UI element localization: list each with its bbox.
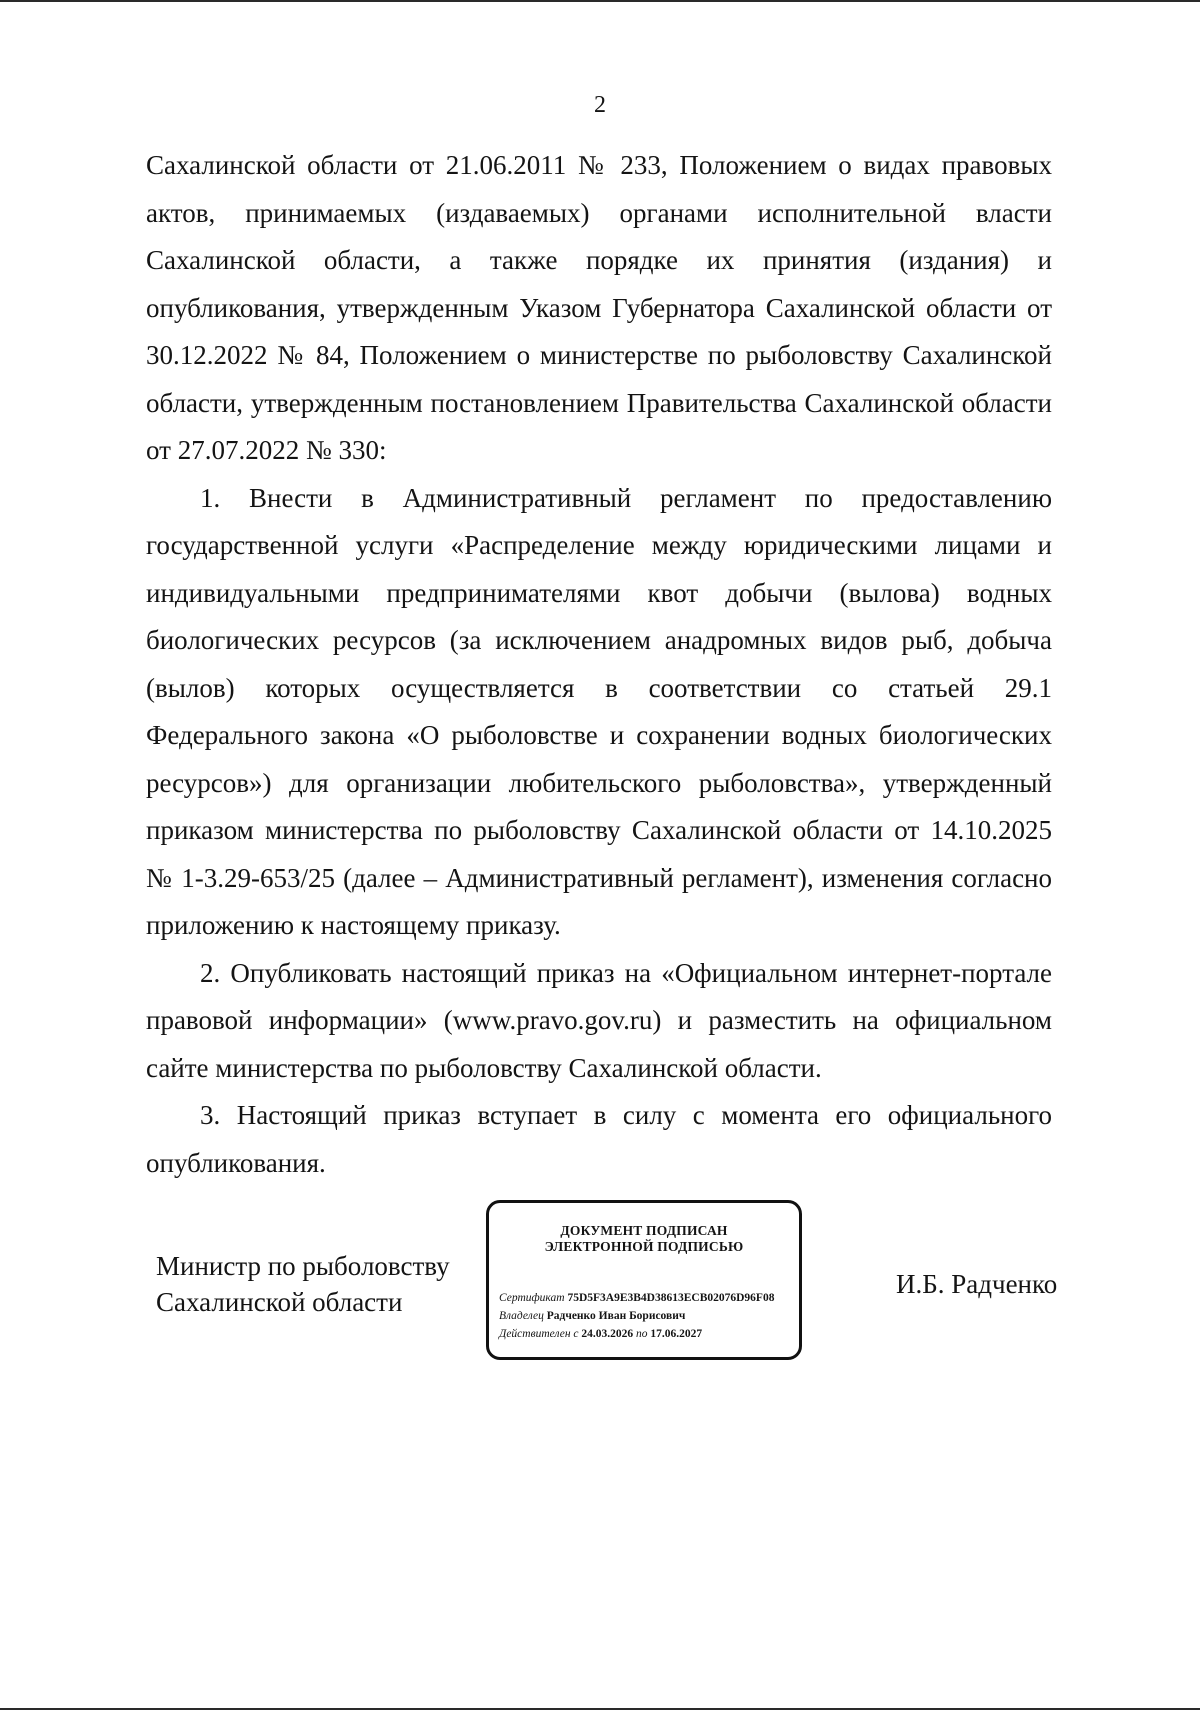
paragraph-item-3: 3. Настоящий приказ вступает в силу с момента его официального опубликования. — [146, 1100, 1052, 1178]
stamp-validity — [499, 1327, 702, 1341]
stamp-owner — [499, 1309, 685, 1323]
stamp-certificate-label: Сертификат — [499, 1292, 565, 1304]
stamp-validity-separator: по — [636, 1328, 648, 1340]
stamp-valid-to: 17.06.2027 — [650, 1328, 703, 1340]
top-scan-edge — [0, 0, 1200, 2]
signatory-position-line1: Министр по рыболовству — [156, 1251, 450, 1281]
stamp-title — [489, 1223, 799, 1255]
stamp-owner-label: Владелец — [499, 1310, 544, 1322]
stamp-title-line2: ЭЛЕКТРОННОЙ ПОДПИСЬЮ — [544, 1239, 744, 1254]
paragraph-item-2: 2. Опубликовать настоящий приказ на «Официальном интернет-портале правовой информации» (www.pravo.gov.ru) и разместить на официальном сайте министерства по рыболовству Сахалинской области. — [146, 957, 1052, 1083]
signatory-position-line2: Сахалинской области — [156, 1287, 403, 1317]
stamp-valid-from: 24.03.2026 — [581, 1328, 634, 1340]
stamp-owner-value: Радченко Иван Борисович — [546, 1310, 686, 1322]
bottom-scan-edge — [0, 1708, 1200, 1710]
stamp-validity-label: Действителен с — [499, 1328, 579, 1340]
signatory-name: И.Б. Радченко — [896, 1269, 1058, 1299]
signatory-position — [156, 1248, 450, 1320]
stamp-certificate — [499, 1291, 774, 1305]
page-number: 2 — [594, 92, 606, 118]
stamp-certificate-value: 75D5F3A9E3B4D38613ECB02076D96F08 — [567, 1292, 775, 1304]
electronic-signature-stamp — [486, 1200, 802, 1360]
order-body-text — [146, 142, 1052, 1187]
paragraph-preamble-continuation: Сахалинской области от 21.06.2011 № 233, Положением о видах правовых актов, принимаемых (издаваемых) органами исполнительной власти Сахалинской области, а также порядке их принятия (издания) и опубликования, утвержденным Указом Губернатора Сахалинской области от 30.12.2022 № 84, Положением о министерстве по рыболовству Сахалинской области, утвержденным постановлением Правительства Сахалинской области от 27.07.2022 № 330: — [146, 150, 1052, 465]
stamp-title-line1: ДОКУМЕНТ ПОДПИСАН — [560, 1223, 728, 1238]
paragraph-item-1: 1. Внести в Административный регламент по предоставлению государственной услуги «Распределение между юридическими лицами и индивидуальными предпринимателями квот добычи (вылова) водных биологических ресурсов (за исключением анадромных видов рыб, добыча (вылов) которых осуществляется в соответствии со статьей 29.1 Федерального закона «О рыболовстве и сохранении водных биологических ресурсов») для организации любительского рыболовства», утвержденный приказом министерства по рыболовству Сахалинской области от 14.10.2025 № 1-3.29-653/25 (далее – Административный регламент), изменения согласно приложению к настоящему приказу. — [146, 482, 1052, 940]
